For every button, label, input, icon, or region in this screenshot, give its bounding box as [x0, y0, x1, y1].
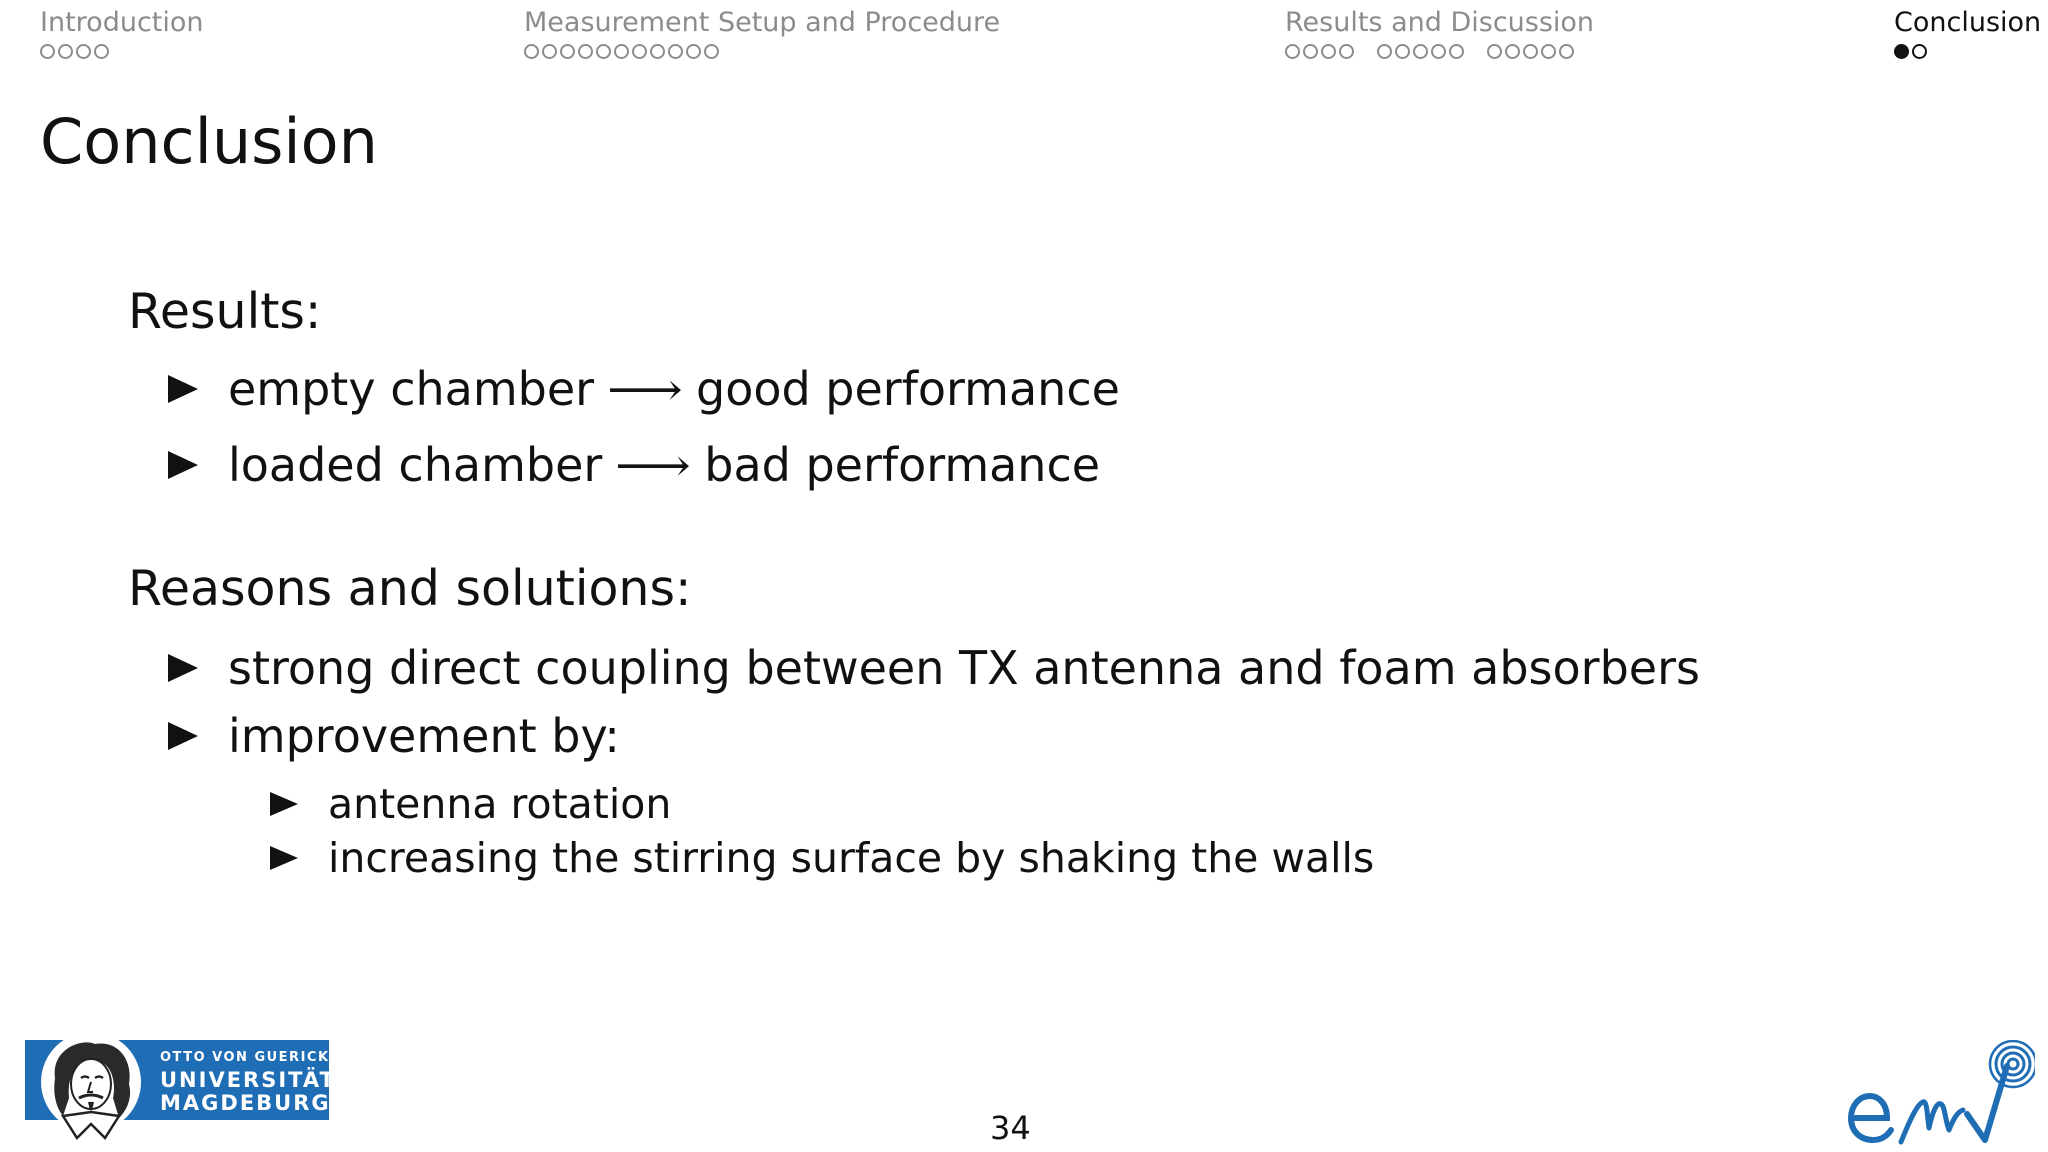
nav-dot[interactable]	[1395, 44, 1410, 59]
guericke-portrait-icon	[33, 1038, 151, 1140]
nav-dot[interactable]	[1559, 44, 1574, 59]
emv-logo	[1845, 1040, 2035, 1146]
sub-list-item	[270, 833, 1374, 883]
nav-dot[interactable]	[614, 44, 629, 59]
list-item	[168, 708, 620, 764]
bullet-triangle-icon	[168, 722, 198, 750]
nav-section-introduction[interactable]	[40, 6, 204, 60]
nav-dot[interactable]	[560, 44, 575, 59]
sub-list-item-text: antenna rotation	[328, 780, 672, 828]
list-item-text: strong direct coupling between TX antenna and foam absorbers	[228, 641, 1700, 695]
nav-dot[interactable]	[1285, 44, 1300, 59]
right-arrow-icon: ⟶	[607, 362, 683, 416]
nav-dot[interactable]	[1339, 44, 1354, 59]
nav-dot[interactable]	[1303, 44, 1318, 59]
nav-dot[interactable]	[40, 44, 55, 59]
nav-dots	[40, 42, 204, 60]
reasons-heading: Reasons and solutions:	[128, 560, 692, 617]
nav-label[interactable]: Introduction	[40, 7, 204, 38]
nav-section-results[interactable]	[1285, 6, 1594, 60]
nav-dot[interactable]	[1377, 44, 1392, 59]
list-item	[168, 361, 1120, 417]
nav-dot[interactable]	[578, 44, 593, 59]
sub-list-item	[270, 779, 671, 829]
nav-dot-current[interactable]	[1894, 44, 1909, 59]
page-title: Conclusion	[40, 105, 378, 178]
nav-label[interactable]: Conclusion	[1894, 7, 2042, 38]
nav-dot[interactable]	[1413, 44, 1428, 59]
nav-dot[interactable]	[76, 44, 91, 59]
nav-dot[interactable]	[1487, 44, 1502, 59]
nav-dot[interactable]	[632, 44, 647, 59]
university-name-line3: MAGDEBURG	[160, 1091, 331, 1115]
nav-dot[interactable]	[668, 44, 683, 59]
results-heading: Results:	[128, 283, 322, 340]
nav-dot[interactable]	[1431, 44, 1446, 59]
nav-dot[interactable]	[650, 44, 665, 59]
university-name-line1: OTTO VON GUERICKE	[160, 1050, 340, 1065]
list-item	[168, 640, 1700, 696]
nav-dot[interactable]	[1523, 44, 1538, 59]
bullet-triangle-icon	[168, 451, 198, 479]
nav-dot[interactable]	[596, 44, 611, 59]
nav-dot[interactable]	[704, 44, 719, 59]
university-name-line2: UNIVERSITÄT	[160, 1068, 336, 1092]
nav-dots	[524, 42, 1000, 60]
nav-label[interactable]: Measurement Setup and Procedure	[524, 7, 1001, 38]
nav-dot[interactable]	[94, 44, 109, 59]
nav-dot[interactable]	[1321, 44, 1336, 59]
bullet-triangle-icon	[168, 375, 198, 403]
nav-dots	[1894, 42, 2041, 60]
right-arrow-icon: ⟶	[615, 438, 692, 492]
list-item-text: loaded chamber ⟶ bad performance	[228, 438, 1101, 492]
list-item-text: empty chamber ⟶ good performance	[228, 362, 1120, 416]
bullet-triangle-icon	[270, 846, 298, 870]
nav-dot[interactable]	[1541, 44, 1556, 59]
list-item-text: improvement by:	[228, 709, 620, 763]
bullet-triangle-icon	[270, 792, 298, 816]
nav-dot[interactable]	[542, 44, 557, 59]
nav-section-conclusion[interactable]	[1894, 6, 2041, 60]
nav-dots	[1285, 42, 1594, 60]
nav-dot[interactable]	[524, 44, 539, 59]
university-logo	[25, 1040, 340, 1120]
nav-dot[interactable]	[686, 44, 701, 59]
nav-section-measurement[interactable]	[524, 6, 1000, 60]
page-number: 34	[990, 1109, 1031, 1147]
nav-dot[interactable]	[58, 44, 73, 59]
sub-list-item-text: increasing the stirring surface by shaking the walls	[328, 834, 1375, 882]
bullet-triangle-icon	[168, 654, 198, 682]
nav-dot[interactable]	[1505, 44, 1520, 59]
nav-dot[interactable]	[1449, 44, 1464, 59]
nav-dot[interactable]	[1912, 44, 1927, 59]
nav-label[interactable]: Results and Discussion	[1285, 7, 1595, 38]
list-item	[168, 437, 1100, 493]
